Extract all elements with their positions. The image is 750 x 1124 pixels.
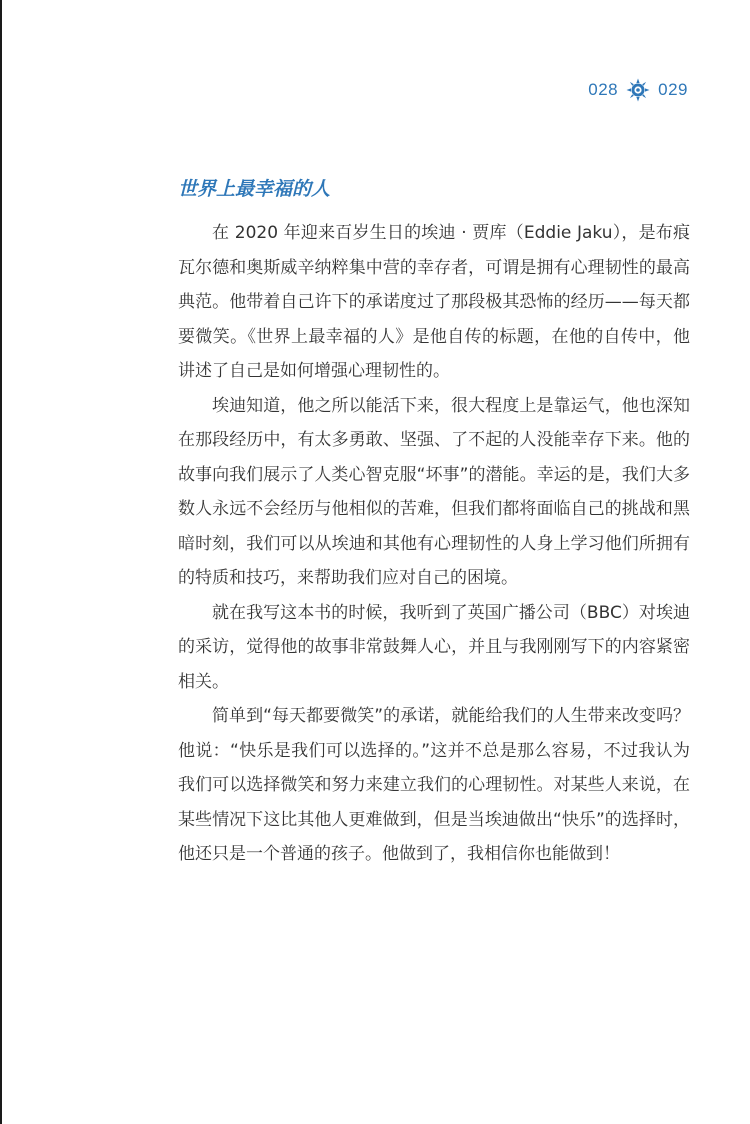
- page-number-left: 028: [588, 80, 619, 99]
- paragraph-4: 简单到“每天都要微笑”的承诺，就能给我们的人生带来改变吗？他说：“快乐是我们可以选择的。”这并不总是那么容易，不过我认为我们可以选择微笑和努力来建立我们的心理韧性。对某些人来说，在某些情况下这比其他人更难做到，但是当埃迪做出“快乐”的选择时，他还只是一个普通的孩子。他做到了，我相信你也能做到！: [178, 706, 690, 864]
- paragraph-1: 在 2020 年迎来百岁生日的埃迪 · 贾库（Eddie Jaku），是布痕瓦尔德和奥斯威辛纳粹集中营的幸存者，可谓是拥有心理韧性的最高典范。他带着自己许下的承诺度过了那段极其恐怖的经历——每天都要微笑。《世界上最幸福的人》是他自传的标题，在他的自传中，他讲述了自己是如何增强心理韧性的。: [178, 223, 690, 381]
- page-number-right: 029: [658, 80, 688, 99]
- page-number-header: [588, 78, 688, 102]
- page-edge-line: [0, 0, 2, 1124]
- article-body: [178, 174, 690, 872]
- paragraph-2: 埃迪知道，他之所以能活下来，很大程度上是靠运气，他也深知在那段经历中，有太多勇敢、坚强、了不起的人没能幸存下来。他的故事向我们展示了人类心智克服“坏事”的潜能。幸运的是，我们大多数人永远不会经历与他相似的苦难，但我们都将面临自己的挑战和黑暗时刻，我们可以从埃迪和其他有心理韧性的人身上学习他们所拥有的特质和技巧，来帮助我们应对自己的困境。: [178, 395, 690, 588]
- paragraph-3: 就在我写这本书的时候，我听到了英国广播公司（BBC）对埃迪的采访，觉得他的故事非常鼓舞人心，并且与我刚刚写下的内容紧密相关。: [178, 602, 690, 692]
- sun-flower-icon: [626, 78, 650, 102]
- section-title: 世界上最幸福的人: [178, 178, 331, 200]
